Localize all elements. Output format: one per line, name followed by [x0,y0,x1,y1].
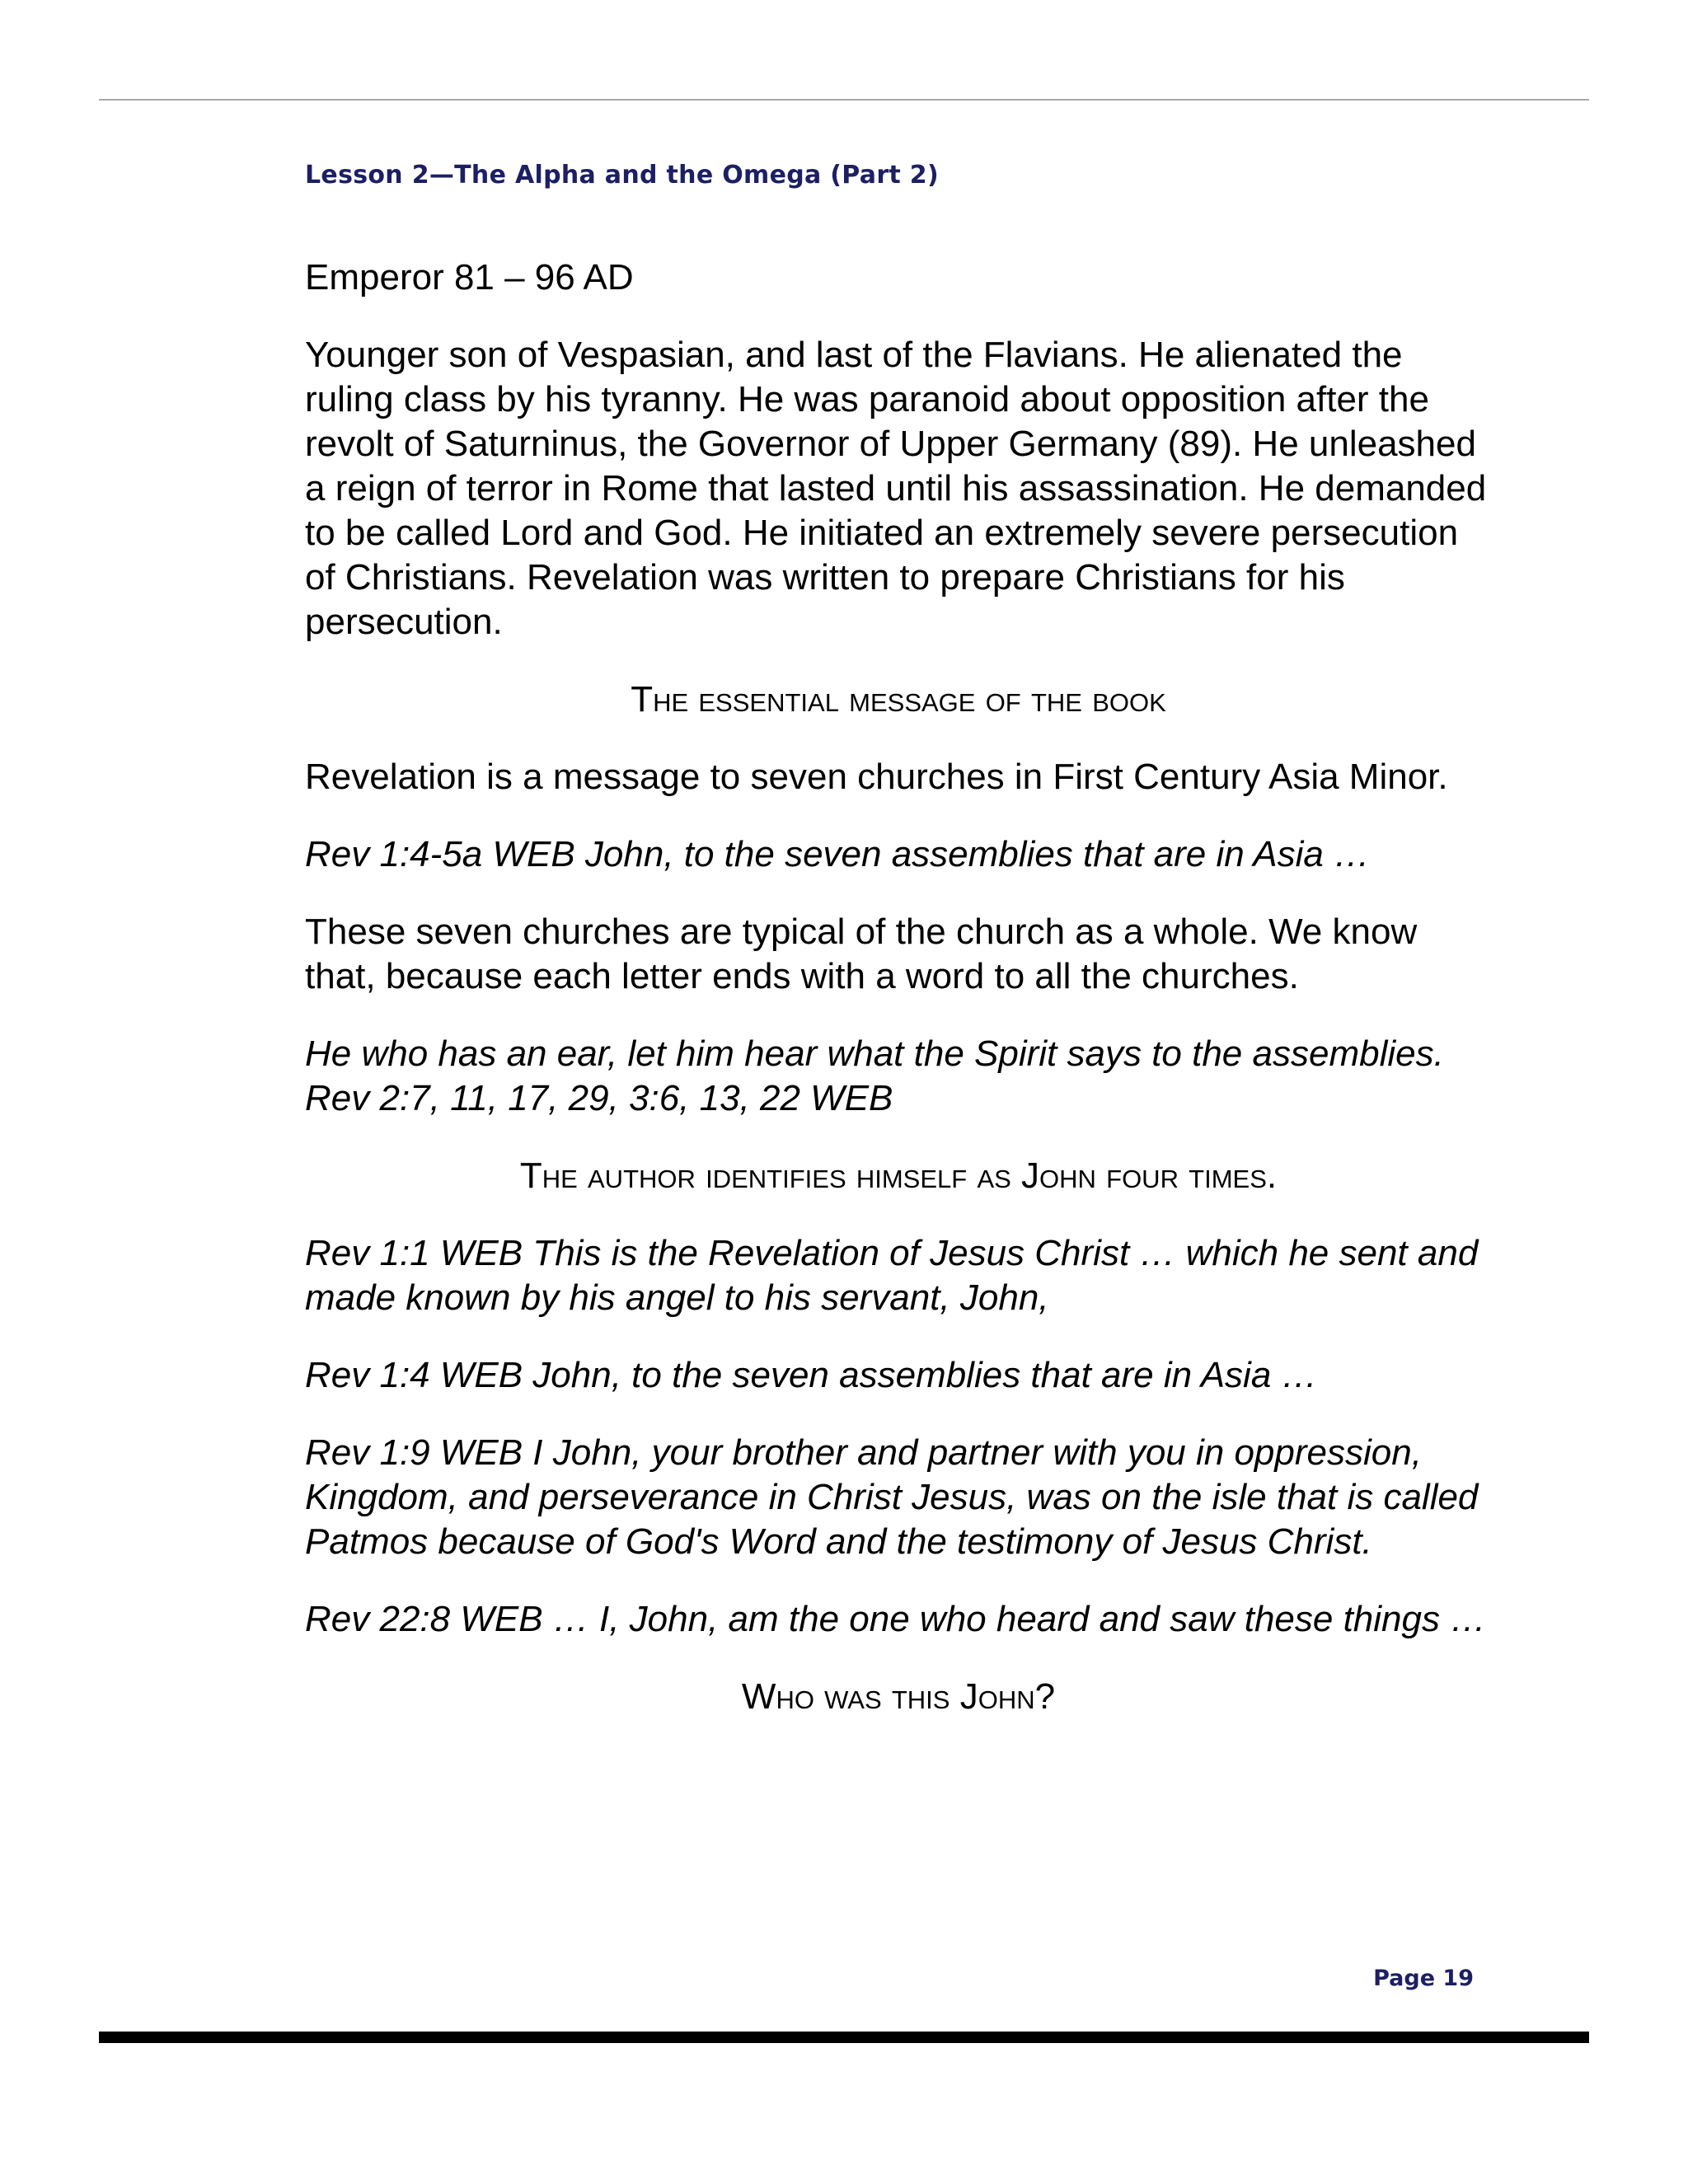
scripture-rev-1-9: Rev 1:9 WEB I John, your brother and partner with you in oppression, Kingdom, and perseverance in Christ Jesus, was on the isle that is called Patmos because of God's Word and the testimony of Jesus Christ. [305,1432,1479,1562]
lesson-title: Lesson 2—The Alpha and the Omega (Part 2) [305,161,939,190]
scripture-rev-22-8: Rev 22:8 WEB … I, John, am the one who heard and saw these things … [305,1599,1487,1639]
section-heading-author-identifies: The author identifies himself as John four times. [519,1155,1278,1196]
scripture-rev-1-4: Rev 1:4 WEB John, to the seven assemblies that are in Asia … [305,1355,1318,1395]
header-divider [99,99,1589,101]
scripture-rev-1-4-5a: Rev 1:4-5a WEB John, to the seven assemblies that are in Asia … [305,834,1371,874]
section-heading-essential-message: The essential message of the book [631,679,1166,719]
domitian-description: Younger son of Vespasian, and last of the Flavians. He alienated the ruling class by his tyranny. He was paranoid about opposition after the revolt of Saturninus, the Governor of Upper Germany (89). He unleashed a reign of terror in Rome that lasted until his assassination. He demanded to be called Lord and God. He initiated an extremely severe persecution of Christians. Revelation was written to prepare Christians for his persecution. [305,335,1487,642]
document-body [305,255,1492,1752]
emperor-dates: Emperor 81 – 96 AD [305,257,634,298]
section-heading-who-was-john: Who was this John? [741,1676,1056,1717]
scripture-he-who-has-an-ear: He who has an ear, let him hear what the Spirit says to the assemblies. Rev 2:7, 11, 17, 29, 3:6, 13, 22 WEB [305,1033,1444,1118]
footer-divider [99,2032,1589,2043]
seven-churches-paragraph: Revelation is a message to seven churches in First Century Asia Minor. [305,757,1448,797]
page-number: Page 19 [1373,1966,1474,1991]
scripture-rev-1-1: Rev 1:1 WEB This is the Revelation of Jesus Christ … which he sent and made known by his angel to his servant, John, [305,1233,1479,1318]
typical-churches-paragraph: These seven churches are typical of the church as a whole. We know that, because each letter ends with a word to all the churches. [305,912,1418,996]
